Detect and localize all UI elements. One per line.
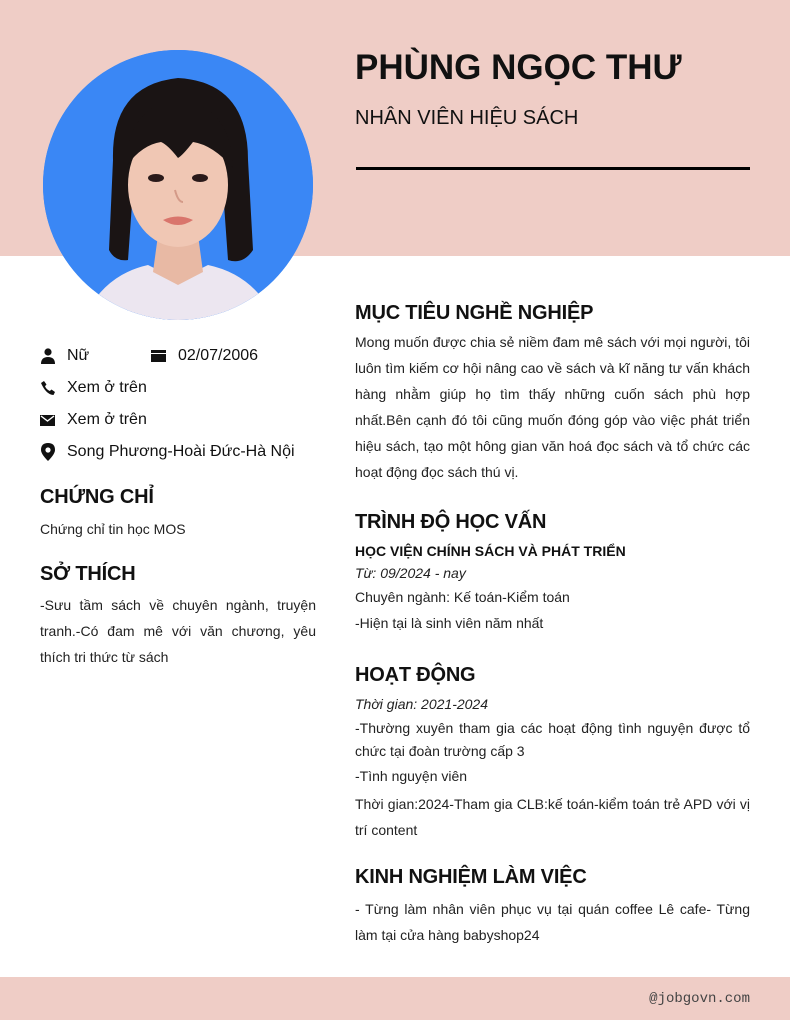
- certificates-section: [40, 486, 316, 537]
- section-title-certificates: CHỨNG CHỈ: [40, 486, 154, 508]
- location-pin-icon: [40, 443, 55, 461]
- education-section: [355, 511, 750, 631]
- contact-row-gender-dob: [40, 340, 320, 372]
- person-icon: [40, 347, 55, 365]
- objective-text: Mong muốn được chia sẻ niềm đam mê sách với mọi người, tôi luôn tìm kiếm cơ hội nâng cao về sách và kĩ năng tư vấn khách hàng nhằm giúp họ tìm thấy những cuốn sách phù hợp nhất.Bên cạnh đó tôi cũng muốn đóng góp vào việc phát triển hiệu sách, tạo một hông gian văn hoá đọc sách và tổ chức các hoạt động đọc sách thú vị.: [355, 334, 750, 480]
- gender-value: Nữ: [67, 347, 90, 364]
- section-title-activities: HOẠT ĐỘNG: [355, 664, 476, 686]
- phone-icon: [40, 379, 55, 397]
- footer-band: [0, 977, 790, 1020]
- birthdate-value: 02/07/2006: [178, 347, 259, 364]
- activity-line: Thời gian:2024-Tham gia CLB:kế toán-kiểm toán trẻ APD với vị trí content: [355, 796, 750, 838]
- section-title-hobbies: SỞ THÍCH: [40, 563, 136, 585]
- activity-line: -Tình nguyện viên: [355, 768, 468, 784]
- email-icon: [40, 411, 55, 429]
- activities-section: [355, 664, 750, 843]
- contact-row-address: [40, 436, 320, 468]
- footer-watermark: @jobgovn.com: [649, 991, 750, 1007]
- hobbies-text: -Sưu tầm sách về chuyên ngành, truyện tranh.-Có đam mê với văn chương, yêu thích tri thức từ sách: [40, 597, 316, 665]
- phone-value: Xem ở trên: [67, 379, 147, 396]
- email-value: Xem ở trên: [67, 411, 147, 428]
- contact-row-email: [40, 404, 320, 436]
- job-title: NHÂN VIÊN HIỆU SÁCH: [355, 107, 579, 129]
- calendar-icon: [150, 347, 166, 365]
- certificate-item: Chứng chỉ tin học MOS: [40, 521, 186, 537]
- education-school: HỌC VIỆN CHÍNH SÁCH VÀ PHÁT TRIỂN: [355, 543, 626, 559]
- experience-text: - Từng làm nhân viên phục vụ tại quán coffee Lê cafe- Từng làm tại cửa hàng babyshop24: [355, 901, 750, 943]
- contact-info: [40, 340, 320, 468]
- section-title-objective: MỤC TIÊU NGHỀ NGHIỆP: [355, 302, 594, 324]
- activity-line: -Thường xuyên tham gia các hoạt động tình nguyện được tổ chức tại đoàn trường cấp 3: [355, 720, 750, 759]
- contact-row-phone: [40, 372, 320, 404]
- education-line: -Hiện tại là sinh viên năm nhất: [355, 615, 544, 631]
- candidate-name: PHÙNG NGỌC THƯ: [355, 48, 682, 87]
- section-title-education: TRÌNH ĐỘ HỌC VẤN: [355, 511, 547, 533]
- section-title-experience: KINH NGHIỆM LÀM VIỆC: [355, 866, 587, 888]
- gender-item: [40, 347, 89, 365]
- title-divider: [356, 167, 750, 170]
- activities-period: Thời gian: 2021-2024: [355, 696, 488, 712]
- address-value: Song Phương-Hoài Đức-Hà Nội: [67, 443, 295, 460]
- hobbies-section: [40, 563, 316, 670]
- birthdate-item: [150, 347, 258, 365]
- education-period: Từ: 09/2024 - nay: [355, 565, 466, 581]
- avatar: [43, 50, 313, 320]
- objective-section: [355, 302, 750, 485]
- education-line: Chuyên ngành: Kế toán-Kiểm toán: [355, 589, 570, 605]
- profile-photo: [43, 50, 313, 320]
- experience-section: [355, 866, 750, 948]
